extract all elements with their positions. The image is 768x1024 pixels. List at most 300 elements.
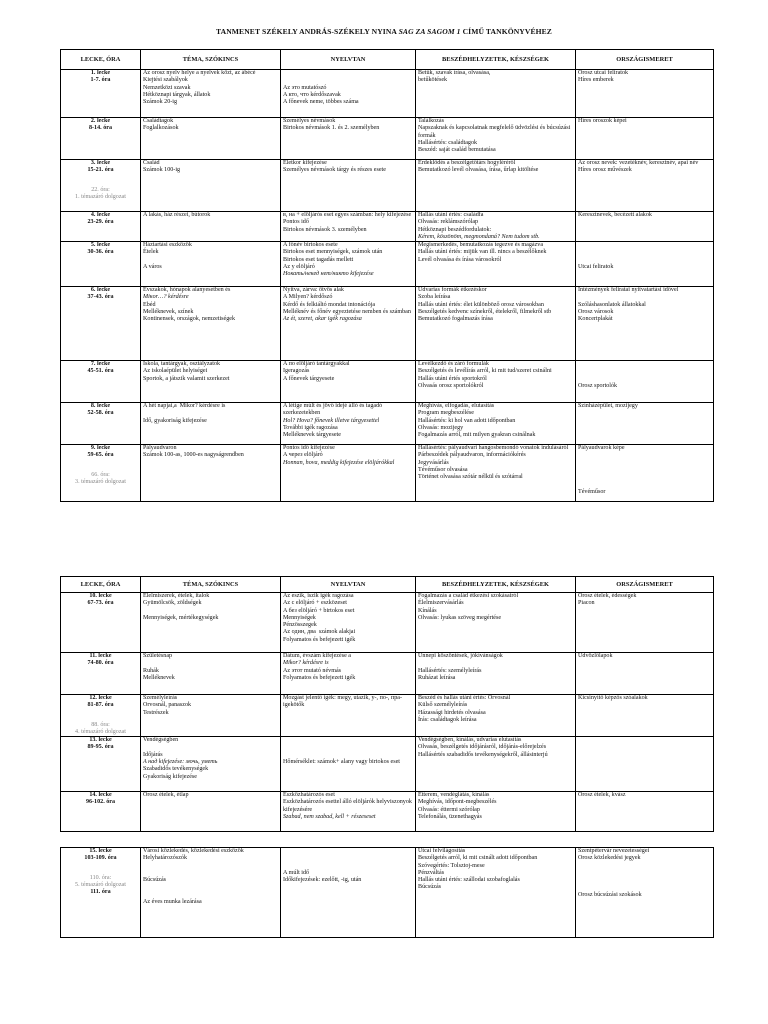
culture-line [578, 368, 711, 375]
theme-line: Sportok, a játszik valamit szerkezet [143, 375, 230, 382]
skills-line: Vendégségben, kínálás, udvarias elutasítás [418, 737, 522, 744]
grammar-line: A létige múlt és jövő idejé álló és tagadó szerkezetekben [283, 403, 384, 417]
grammar-line [283, 744, 413, 751]
theme-line: Időjárás [143, 751, 163, 758]
grammar-line: Eszközhatározós eset [283, 792, 335, 799]
skills-line: Utcai felvilágosítás [418, 848, 466, 854]
skills-cell [416, 287, 576, 361]
grammar-line: Az с elöljáró + eszközeset [283, 600, 348, 607]
skills-cell [416, 403, 576, 445]
grammar-line: Folyamatos és befejezett igék [283, 636, 356, 643]
theme-line: Családtagok [143, 118, 174, 124]
theme-line: Szabadidős tevékenységek [143, 766, 209, 773]
theme-line: Kiejtési szabályok [143, 77, 188, 84]
skills-cell [416, 118, 576, 160]
culture-line [578, 452, 711, 459]
grammar-cell [281, 695, 416, 737]
culture-line [578, 376, 711, 383]
lesson-cell [61, 361, 141, 403]
grammar-line: в, на + elöljárós eset egyes számban: hely kifejezése [283, 212, 412, 218]
skills-line: Kínálás [418, 607, 437, 614]
lesson-cell [61, 445, 141, 502]
grammar-line: További igék ragozása [283, 425, 338, 432]
culture-line: Intézmények feliratai nyitvatartási idővel [578, 287, 679, 294]
grammar-line: Melléknevek tárgyesete [283, 432, 341, 439]
grammar-cell [281, 160, 416, 212]
column-header: BESZÉDHELYZETEK, KÉSZSÉGEK [416, 50, 576, 70]
theme-line [143, 884, 278, 891]
grammar-cell [281, 70, 416, 118]
grammar-line: Hőmérséklet: számok+ alany vagy birtokos eset [283, 759, 400, 766]
lesson-hours: 52-58. óra [87, 410, 114, 417]
lesson-number: 1. lecke [90, 70, 111, 76]
lesson-cell [61, 403, 141, 445]
lesson-number: 8. lecke [90, 403, 111, 410]
culture-cell [576, 403, 714, 445]
skills-cell [416, 737, 576, 792]
skills-cell [416, 70, 576, 118]
theme-cell [141, 242, 281, 287]
page-title [0, 27, 768, 36]
skills-line: Levélkezdő és záró formulák [418, 361, 489, 368]
culture-line: Szóláshasonlatok állatokkal [578, 301, 646, 308]
grammar-line: Mozgást jelentő igék: megy, utazik, у-, по-, пра- igekötők [283, 695, 406, 709]
grammar-line: Személyes névmások [283, 118, 336, 124]
skills-line: Fogalmazás a család étkezési szokásairól [418, 593, 519, 599]
grammar-cell [281, 212, 416, 242]
culture-line: Kicsinyítő képzős szóalakok [578, 695, 648, 701]
skills-line: Találkozás [418, 118, 444, 124]
lesson-number: 7. lecke [90, 361, 111, 368]
grammar-line: Pontos idő [283, 219, 309, 226]
lesson-number: 14. lecke [89, 792, 112, 799]
culture-line [578, 249, 711, 256]
grammar-cell [281, 653, 416, 695]
exam-note: 110. óra: 5. témazáró dolgozat [75, 874, 126, 888]
theme-line: Melléknevek [143, 674, 175, 681]
column-header: TÉMA, SZÓKINCS [141, 577, 281, 593]
theme-line: Háztartási eszközök [143, 242, 192, 249]
lesson-row [61, 737, 714, 792]
column-header: ORSZÁGISMERET [576, 50, 714, 70]
theme-line [143, 660, 278, 667]
column-header: ORSZÁGISMERET [576, 577, 714, 593]
theme-line: Hétköznapi tárgyak, állatok [143, 91, 211, 98]
grammar-line: Dátum, évszám kifejezése a [283, 653, 352, 659]
theme-line: Búcsúzás [143, 877, 167, 884]
grammar-line: Szabad, nem szabad, kell + részeseset [283, 814, 376, 821]
lesson-row [61, 653, 714, 695]
theme-line: Ebéd [143, 301, 156, 308]
culture-cell [576, 792, 714, 832]
theme-cell [141, 848, 281, 938]
skills-line: Olvasás: lyukas szöveg megértése [418, 614, 502, 621]
lesson-row [61, 445, 714, 502]
lesson-row [61, 242, 714, 287]
skills-line: Olvasás, beszélgetés időjárásról, időjárás-előrejelzés [418, 744, 547, 751]
lesson-number: 2. lecke [90, 118, 111, 124]
column-header: BESZÉDHELYZETEK, KÉSZSÉGEK [416, 577, 576, 593]
skills-line: Olvasás: éttermi szórólap [418, 806, 480, 813]
skills-line: Fogalmazás arról, mit milyen gyakran csinálnak [418, 432, 536, 439]
exam-note: 88. óra: 4. témazáró dolgozat [75, 721, 126, 735]
skills-line: Telefonálás, üzenethagyás [418, 814, 482, 821]
theme-cell [141, 653, 281, 695]
culture-cell [576, 118, 714, 160]
column-header: LECKE, ÓRA [61, 50, 141, 70]
theme-line: Nemzetközi szavak [143, 84, 191, 91]
lesson-hours: 8-14. óra [88, 125, 112, 132]
lesson-cell [61, 287, 141, 361]
lesson-hours: 30-36. óra [87, 249, 114, 256]
lesson-hours: 81-87. óra [87, 702, 114, 709]
theme-cell [141, 403, 281, 445]
skills-line: Levél olvasása és írása városokról [418, 256, 502, 263]
lesson-row [61, 848, 714, 938]
grammar-line: Mikor? kérdésre is [283, 660, 329, 667]
culture-cell [576, 848, 714, 938]
skills-line: Pénzváltás [418, 869, 445, 876]
theme-cell [141, 695, 281, 737]
lesson-hours: 37-43. óra [87, 294, 114, 301]
theme-line: Foglalkozások [143, 125, 179, 132]
lesson-cell [61, 70, 141, 118]
theme-line: Iskola, tantárgyak, osztályzatok [143, 361, 221, 368]
curriculum-table-2 [60, 576, 714, 832]
theme-line [143, 410, 278, 417]
culture-cell [576, 212, 714, 242]
grammar-line: Az этот mutató névmás [283, 667, 342, 674]
grammar-line: A кто, что kérdőszavak [283, 91, 341, 98]
skills-line: Tévéműsor olvasása [418, 467, 468, 474]
skills-line: Búcsúzás [418, 884, 442, 891]
grammar-line: Birtokos eset mennyiségek, számok után [283, 249, 383, 256]
culture-cell [576, 287, 714, 361]
lesson-row [61, 70, 714, 118]
theme-line: Gyümölcsök, zöldségek [143, 600, 202, 607]
theme-line: Helyhatározószók [143, 855, 187, 862]
skills-line: Kérem, köszönöm, megmondaná? Nem tudom stb. [418, 233, 540, 240]
skills-line: Történet olvasása szótár nélkül és szótárral [418, 474, 523, 481]
skills-line: Olvasás: reklámszórólap [418, 219, 479, 226]
theme-line [143, 892, 278, 899]
theme-line: Az orosz nyelv helye a nyelvek közt, az ábécé [143, 70, 256, 76]
grammar-line: Az один, два számok alakjai [283, 629, 356, 636]
lesson-cell [61, 792, 141, 832]
lesson-hours: 96-102. óra [85, 799, 116, 806]
lesson-hours: 1-7. óra [90, 77, 111, 84]
theme-cell [141, 212, 281, 242]
title-part: CÍMŰ TANKÖNYVÉHEZ [460, 27, 552, 36]
column-header: NYELVTAN [281, 577, 416, 593]
lesson-row [61, 212, 714, 242]
grammar-cell [281, 287, 416, 361]
skills-cell [416, 653, 576, 695]
skills-line: Hallásértés: személyleírás [418, 667, 482, 674]
theme-line: Orvosnál, panaszok [143, 702, 192, 709]
culture-line: Orosz közlekedési jegyek [578, 855, 641, 862]
culture-line: Utcai feliratok [578, 264, 614, 271]
theme-line: Melléknevek, színek [143, 309, 194, 316]
skills-line: Hallás utáni értés: mijük van ill. nincs a beszélőknek [418, 249, 547, 256]
skills-line: Étterem, vendéglátás, kínálás [418, 792, 490, 799]
skills-line: Betűk, szavak írása, olvasása, [418, 70, 491, 76]
grammar-cell [281, 848, 416, 938]
grammar-line: Melléknév és főnév egyeztetése nemben és számban [283, 309, 411, 316]
theme-line: Orosz ételek, étlap [143, 792, 189, 799]
skills-line: Hétköznapi beszédfordulatok: [418, 226, 492, 233]
theme-line: Számok 100-ig [143, 167, 181, 174]
theme-line: Мiкor…? kérdésre [143, 294, 189, 301]
theme-line [143, 257, 278, 264]
skills-line: Hallás utáni értés sportokról [418, 375, 487, 382]
grammar-line [283, 752, 413, 759]
culture-line: Üdvözlőlapok [578, 653, 613, 659]
lesson-number: 12. lecke [89, 695, 112, 701]
theme-line [143, 608, 278, 615]
skills-line: Hallásértés: családtagok [418, 139, 478, 146]
grammar-cell [281, 737, 416, 792]
lesson-number: 3. lecke [90, 160, 111, 166]
lesson-number: 6. lecke [90, 287, 111, 294]
skills-line: Házassági hirdetés olvasása [418, 709, 486, 716]
lesson-row [61, 287, 714, 361]
skills-line: Párbeszédek pályaudvaron, információkérés [418, 452, 526, 459]
culture-line: Híres oroszok képei [578, 118, 627, 124]
curriculum-table-3 [60, 847, 714, 938]
skills-line: Napszaknak és kapcsolatnak megfelelő üdvözlési és búcsúzási formák [418, 125, 572, 139]
skills-line: Ünnepi köszöntések, jókívánságok [418, 653, 503, 659]
grammar-line: Honnan, hova, meddig kifejezése elöljárókkal [283, 459, 395, 466]
culture-line: Orosz búcsúzási szokások [578, 891, 642, 898]
culture-line: Orosz városok [578, 309, 614, 316]
theme-cell [141, 792, 281, 832]
grammar-cell [281, 242, 416, 287]
skills-line: Érdeklődés a beszélgetőtárs hogyléréről [418, 160, 516, 166]
culture-cell [576, 695, 714, 737]
grammar-line [283, 848, 413, 855]
theme-line: Gyakoriság kifejezése [143, 773, 197, 780]
skills-line: Szoba leírása [418, 294, 451, 301]
skills-line: Olvasás orosz sportolókról [418, 383, 484, 390]
theme-cell [141, 287, 281, 361]
theme-line: Ételek [143, 249, 159, 256]
grammar-line [283, 863, 413, 870]
grammar-cell [281, 445, 416, 502]
lesson-hours: 15-21. óra [87, 167, 114, 174]
lesson-cell [61, 212, 141, 242]
grammar-line: Az у elöljáró [283, 264, 315, 271]
grammar-line: Folyamatos és befejezett igék [283, 674, 356, 681]
skills-line: Írás: családtagok leírása [418, 716, 477, 723]
theme-line: Család [143, 160, 160, 166]
lesson-row [61, 593, 714, 653]
skills-line: Beszélgetés kedvenc színekről, ételekről, filmekről stb [418, 309, 552, 316]
skills-line: Meghívás, időpont-megbeszélés [418, 799, 497, 806]
theme-line: Vendégségben [143, 737, 179, 744]
title-book-name: SAG ZA SAGOM 1 [398, 27, 461, 36]
theme-line [143, 744, 278, 751]
lesson-cell [61, 242, 141, 287]
lesson-cell [61, 653, 141, 695]
culture-line [578, 294, 711, 301]
culture-line [578, 257, 711, 264]
theme-cell [141, 593, 281, 653]
lesson-row [61, 118, 714, 160]
lesson-number: 5. lecke [90, 242, 111, 249]
lesson-cell [61, 737, 141, 792]
skills-line: Bemutatkozó fogalmazás írása [418, 316, 493, 323]
lesson-hours: 45-51. óra [87, 368, 114, 375]
skills-cell [416, 848, 576, 938]
lesson-cell [61, 160, 141, 212]
grammar-line: Az eszik, iszik igék ragozása [283, 593, 354, 599]
theme-line: Városi közlekedés, közlekedési eszközök [143, 848, 244, 854]
grammar-line: Birtokos eset tagadás mellett [283, 256, 354, 263]
grammar-line: Nyitva, zárva: ötvös alak [283, 287, 344, 294]
theme-line: Kontinensek, országok, nemzetiségek [143, 316, 236, 323]
theme-cell [141, 445, 281, 502]
lesson-number: 15. lecke [89, 848, 112, 854]
skills-cell [416, 792, 576, 832]
grammar-line: Birtokos névmások 1. és 2. személyben [283, 125, 380, 132]
grammar-cell [281, 792, 416, 832]
skills-line [418, 660, 573, 667]
skills-line: Jegyvásárlás [418, 459, 449, 466]
culture-cell [576, 70, 714, 118]
theme-line: Pályaudvaron [143, 445, 177, 452]
theme-line: Személyleírás [143, 695, 178, 701]
skills-cell [416, 160, 576, 212]
lesson-cell [61, 593, 141, 653]
culture-line: Piacon [578, 600, 595, 607]
culture-line: Tévéműsor [578, 488, 606, 495]
culture-line: Keresztnevek, becézett alakok [578, 212, 652, 218]
culture-line: Híres emberek [578, 77, 614, 84]
theme-line: Évszakok, hónapok alanyesetben és [143, 287, 231, 294]
theme-cell [141, 737, 281, 792]
grammar-cell [281, 403, 416, 445]
culture-line [578, 361, 711, 368]
grammar-line: A főnevek neme, többes száma [283, 99, 359, 106]
skills-line: Hallás utáni értés: családfa [418, 212, 484, 218]
theme-line: Az éves munka lezárása [143, 899, 202, 906]
grammar-line: A через elöljáró [283, 452, 323, 459]
culture-line [578, 242, 711, 249]
lesson-row [61, 792, 714, 832]
grammar-line: Az ét, szeret, akar igék ragozása [283, 316, 362, 323]
skills-line: Hallásértés: ki hol van adott időpontban [418, 417, 516, 424]
culture-line: Híres orosz művészek [578, 167, 632, 174]
culture-cell [576, 737, 714, 792]
culture-cell [576, 445, 714, 502]
lesson-hours: 23-29. óra [87, 219, 114, 226]
exam-note: 66. óra: 3. témazáró dolgozat [75, 471, 126, 486]
grammar-line: A múlt idő [283, 869, 310, 876]
grammar-line [283, 70, 413, 77]
culture-line [578, 884, 711, 891]
culture-line [578, 870, 711, 877]
culture-line: Orosz utcai feliratok [578, 70, 629, 76]
skills-cell [416, 593, 576, 653]
grammar-line: Kérdő és felkiáltó mondat intonációja [283, 301, 376, 308]
culture-cell [576, 653, 714, 695]
culture-line: Szentpétervár nevezetességei [578, 848, 650, 854]
grammar-line: A főnév birtokos esete [283, 242, 338, 249]
theme-cell [141, 361, 281, 403]
final-lesson-hours: 111. óra [90, 889, 111, 896]
lesson-hours: 103-109. óra [84, 855, 117, 862]
lesson-number: 10. lecke [89, 593, 112, 599]
grammar-line: A Milyen? kérdőszó [283, 294, 333, 301]
theme-line: Ruhák [143, 667, 159, 674]
culture-line: Színházépület, mozijegy [578, 403, 638, 410]
skills-line: Ruházat leírása [418, 674, 456, 681]
column-header: NYELVTAN [281, 50, 416, 70]
skills-cell [416, 361, 576, 403]
culture-line [578, 474, 711, 481]
skills-line: Hallásértés: pályaudvari hangosbemondó vonatok indulásáról [418, 445, 569, 452]
grammar-cell [281, 361, 416, 403]
grammar-line: Pénzösszegek [283, 622, 317, 629]
skills-line: Hallás utáni értés: szállodai szobafoglalás [418, 877, 520, 884]
culture-cell [576, 160, 714, 212]
skills-cell [416, 695, 576, 737]
skills-cell [416, 212, 576, 242]
skills-line: Olvasás: mozijegy [418, 425, 464, 432]
grammar-line: Hol? Hova? főnevek illetve tárgyesettel [283, 417, 380, 424]
title-part: TANMENET SZÉKELY ANDRÁS-SZÉKELY NYINA [216, 27, 399, 36]
grammar-cell [281, 593, 416, 653]
culture-line [578, 460, 711, 467]
grammar-line: Pontos idő kifejezése [283, 445, 335, 452]
theme-line [143, 863, 278, 870]
culture-line [578, 863, 711, 870]
grammar-line: Életkor kifejezése [283, 160, 327, 166]
culture-line [578, 482, 711, 489]
theme-line: Élelmiszerek, ételek, italok [143, 593, 210, 599]
grammar-cell [281, 118, 416, 160]
lesson-number: 4. lecke [90, 212, 111, 218]
skills-line: Élelmiszervásárlás [418, 600, 464, 607]
lesson-number: 11. lecke [89, 653, 112, 659]
lesson-cell [61, 848, 141, 938]
grammar-line: Eszközhatározós esettel álló elöljárók helyviszonyok kifejezésére [283, 799, 414, 813]
theme-line: A hét napjai,a Mikor? kérdésre is [143, 403, 226, 410]
theme-line: Idő, gyakoriság kifejezése [143, 417, 207, 424]
skills-line: Hallásértés szabadidős tevékenységekről, állásinterjú [418, 751, 548, 758]
skills-line: Meghívás, elfogadás, elutasítás [418, 403, 495, 410]
grammar-line: Нокать/некед нет/никто kifejezése [283, 271, 374, 278]
skills-line: Külső személyleírás [418, 702, 468, 709]
grammar-line: A по elöljáró tantárgyakkal [283, 361, 350, 368]
grammar-line [283, 77, 413, 84]
lesson-hours: 74-80. óra [87, 660, 114, 667]
lesson-row [61, 160, 714, 212]
theme-line: A város [143, 264, 162, 271]
culture-line: Pályaudvarok képe [578, 445, 625, 452]
theme-cell [141, 70, 281, 118]
culture-line: Koncertplakát [578, 316, 613, 323]
exam-note: 22. óra: 1. témazáró dolgozat [75, 186, 126, 200]
grammar-line: Birtokos névmások 3. személyben [283, 226, 367, 233]
grammar-line: Igeragozás [283, 368, 310, 375]
theme-line: Születésnap [143, 653, 173, 659]
lesson-hours: 59-65. óra [87, 452, 114, 459]
grammar-line [283, 737, 413, 744]
theme-line: A lakás, ház részei, bútorok [143, 212, 211, 218]
lesson-number: 13. lecke [89, 737, 112, 744]
